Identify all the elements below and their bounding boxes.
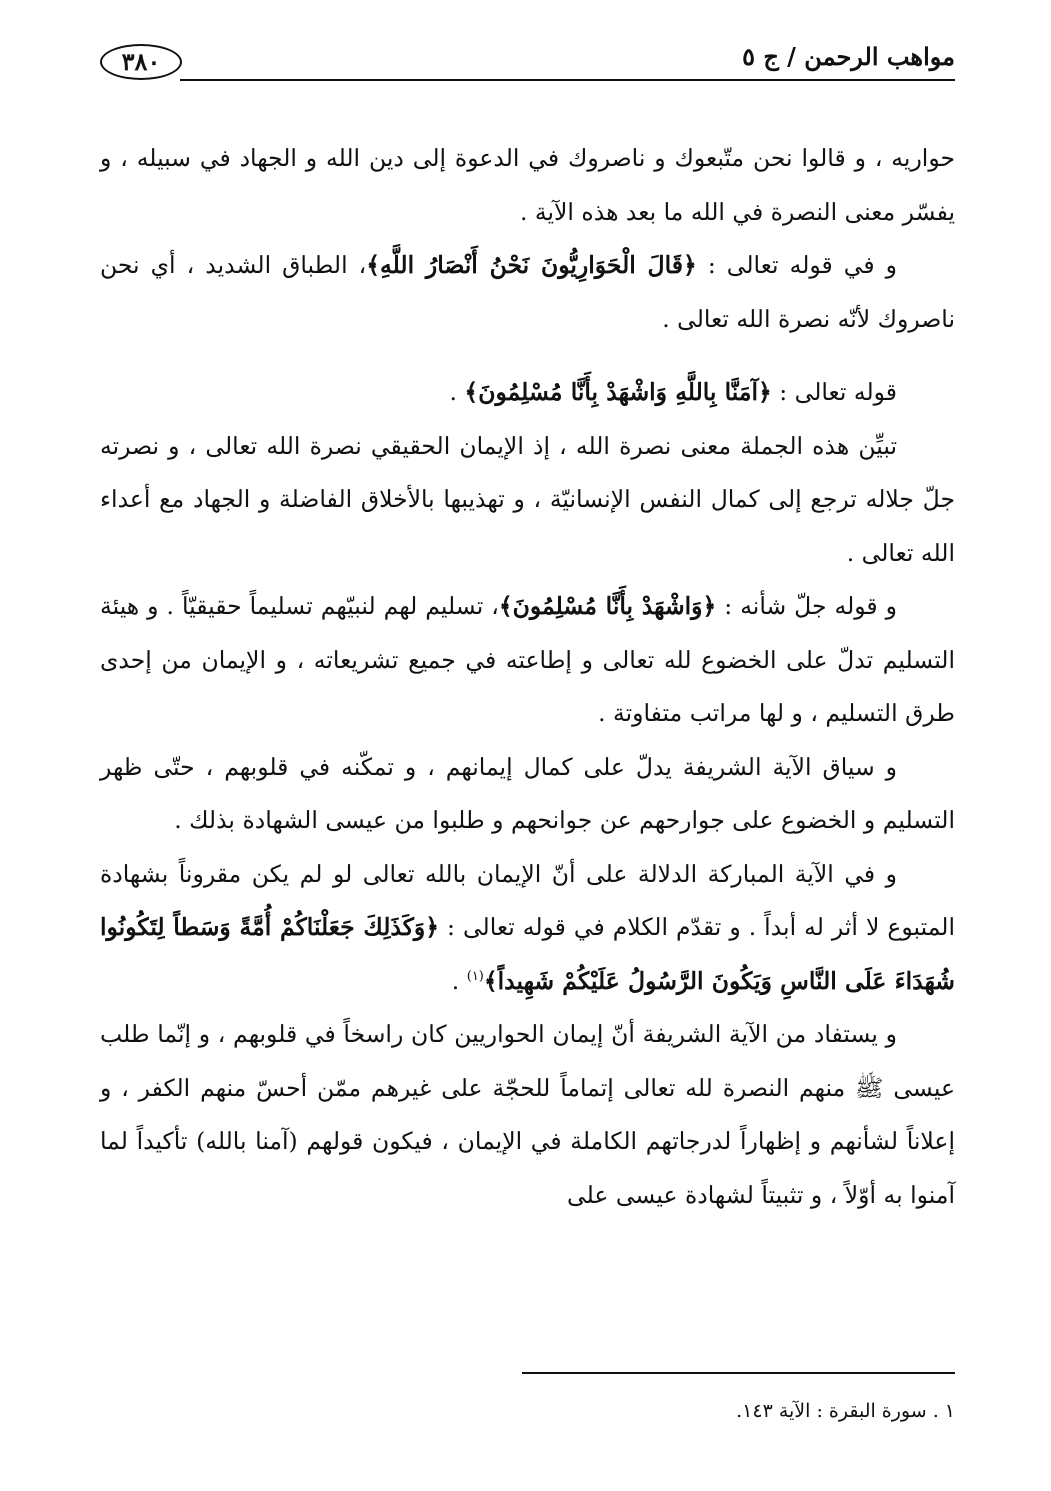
running-title: مواهب الرحمن / ج ٥ [742, 42, 955, 71]
text-run: قوله تعالى : [771, 378, 897, 406]
text-run: و سياق الآية الشريفة يدلّ على كمال إيمانهم ، و تمكّنه في قلوبهم ، حتّى ظهر التسليم و الخضوع على جوارحهم عن جوانحهم و طلبوا من عيسى الشهادة بذلك . [100, 752, 955, 834]
footnote-marker: (١) [466, 968, 484, 984]
quran-verse: ﴿آمَنَّا بِاللَّهِ وَاشْهَدْ بِأَنَّا مُسْلِمُونَ﴾ [464, 378, 772, 406]
page-number: ٣٨٠ [100, 44, 182, 80]
text-run: حواريه ، و قالوا نحن متّبعوك و ناصروك في الدعوة إلى دين الله و الجهاد في سبيله ، و يفسّر معنى النصرة في الله ما بعد هذه الآية . [100, 144, 955, 226]
paragraph [100, 420, 955, 581]
paragraph [100, 741, 955, 848]
text-run: و في الآية المباركة الدلالة على أنّ الإيمان بالله تعالى لو لم يكن مقروناً بشهادة المتبوع لا أثر له أبداً . و تقدّم الكلام في قوله تعالى : [100, 859, 956, 941]
text-run: ، الطباق الشديد ، أي نحن ناصروك لأنّه نصرة الله تعالى . [100, 251, 955, 333]
footnote-rule [522, 1372, 955, 1374]
text-run: تبيِّن هذه الجملة معنى نصرة الله ، إذ الإيمان الحقيقي نصرة الله تعالى ، و نصرته جلّ جلاله ترجع إلى كمال النفس الإنسانيّة ، و تهذيبها بالأخلاق الفاضلة و الجهاد مع أعداء الله تعالى . [100, 431, 955, 567]
paragraph [100, 366, 955, 420]
page-header [100, 40, 955, 92]
paragraph [100, 1008, 955, 1222]
text-run: ، تسليم لهم لنبيّهم تسليماً حقيقيّاً . و هيئة التسليم تدلّ على الخضوع لله تعالى و إطاعته في جميع تشريعاته ، و الإيمان من إحدى طرق التسليم ، و لها مراتب متفاوتة . [100, 592, 955, 727]
quran-verse: ﴿قَالَ الْحَوَارِيُّونَ نَحْنُ أَنْصَارُ اللَّهِ﴾ [366, 251, 697, 279]
text-run: و في قوله تعالى : [696, 251, 898, 279]
text-run: . [451, 966, 467, 995]
paragraph [100, 580, 955, 741]
quran-verse: ﴿وَاشْهَدْ بِأَنَّا مُسْلِمُونَ﴾ [498, 592, 717, 620]
text-run: و قوله جلّ شأنه : [716, 592, 897, 620]
header-rule [180, 79, 955, 81]
footnote: ١ . سورة البقرة : الآية ١٤٣. [736, 1400, 955, 1422]
text-run: و يستفاد من الآية الشريفة أنّ إيمان الحواريين كان راسخاً في قلوبهم ، و إنّما طلب عيسى ﷺ منهم النصرة لله تعالى إتماماً للحجّة على غيرهم ممّن أحسّ منهم الكفر ، و إعلاناً لشأنهم و إظهاراً لدرجاتهم الكاملة في الإيمان ، فيكون قولهم (آمنا بالله) تأكيداً لما آمنوا به أوّلاً ، و تثبيتاً لشهادة عيسى على [100, 1020, 955, 1209]
paragraph [100, 132, 955, 239]
text-run: . [449, 378, 465, 406]
paragraph [100, 848, 955, 1009]
paragraph [100, 239, 955, 346]
quran-verse: ﴿وَكَذَلِكَ جَعَلْنَاكُمْ أُمَّةً وَسَطاً لِتَكُونُوا شُهَدَاءَ عَلَى النَّاسِ وَيَكُونَ الرَّسُولُ عَلَيْكُمْ شَهِيداً﴾ [100, 913, 955, 995]
body-text [100, 132, 955, 1222]
